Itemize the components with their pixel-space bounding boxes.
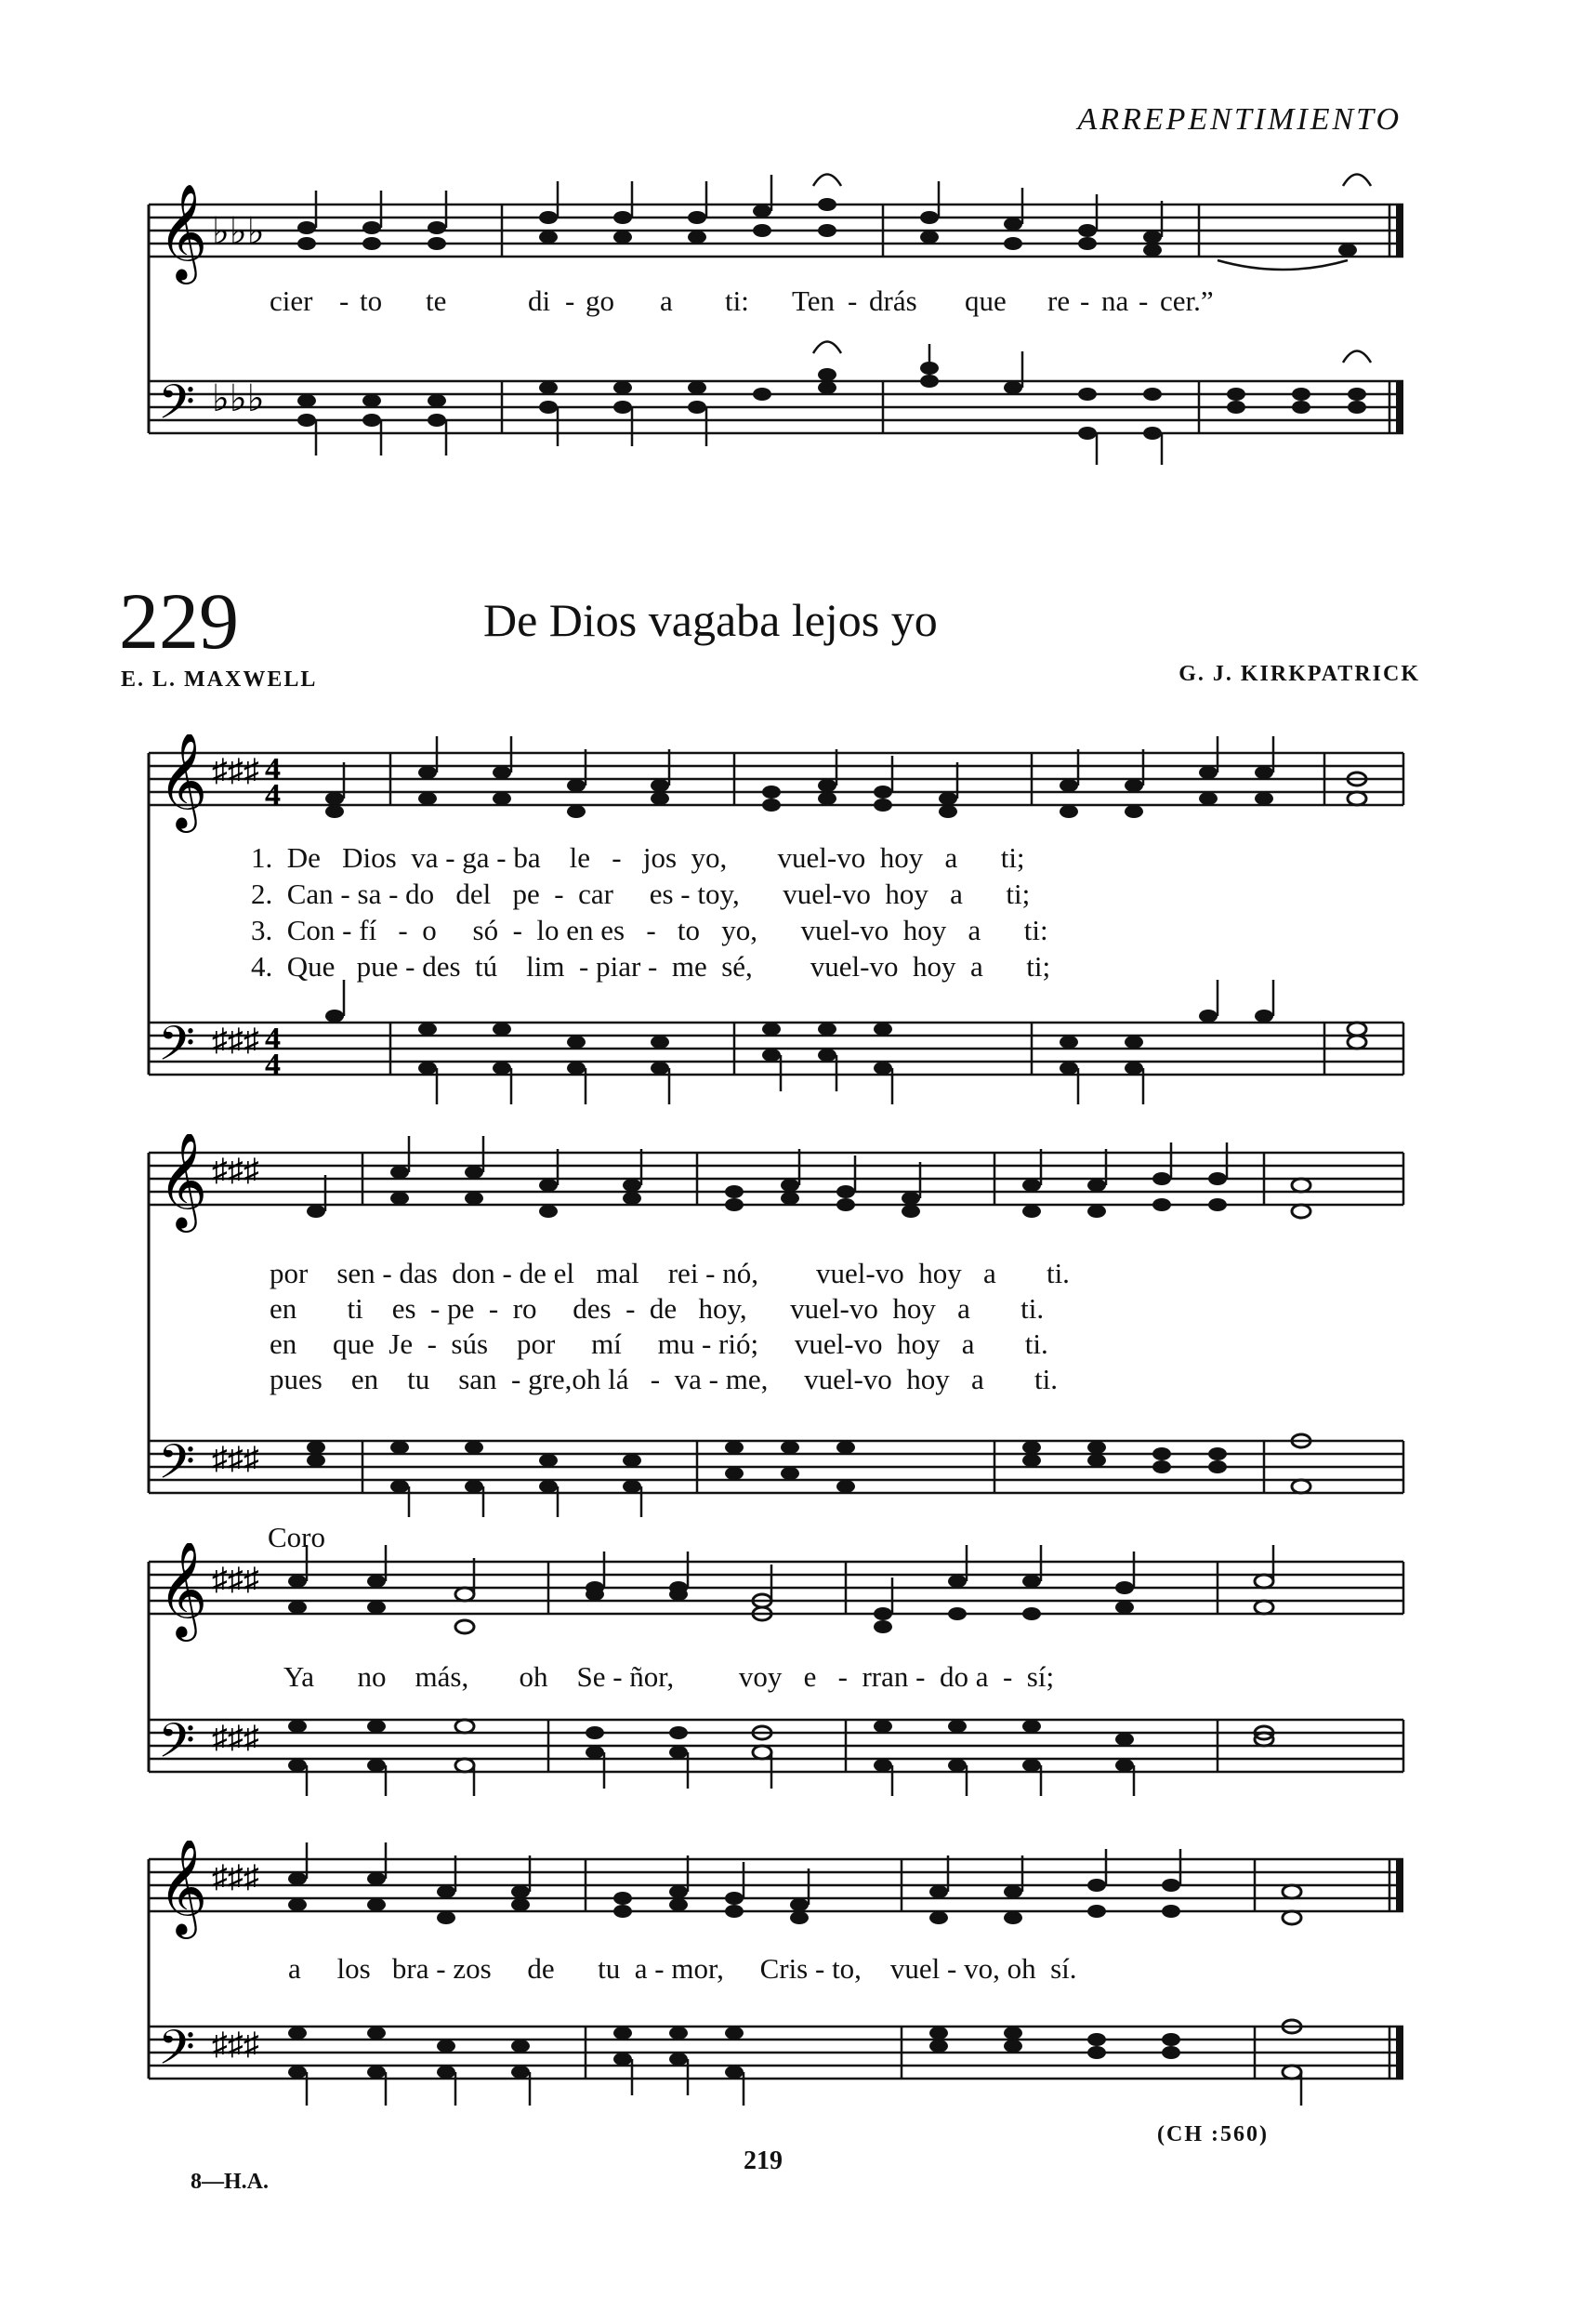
chorus-line-1: Ya no más, oh Se - ñor, voy e - rran - do a - sí;: [283, 1660, 1055, 1693]
source-reference: (CH :560): [1157, 2122, 1269, 2146]
previous-hymn-lyrics: cier - to te di - go a ti: Ten - drás que re - na - cer.”: [270, 284, 1214, 317]
composer-credit: G. J. KIRKPATRICK: [1178, 662, 1420, 686]
svg-text:𝄢: 𝄢: [158, 1437, 195, 1500]
hymn-title: De Dios vagaba lejos yo: [483, 594, 938, 646]
svg-text:𝄢: 𝄢: [158, 2023, 195, 2086]
svg-text:♯♯♯: ♯♯♯: [212, 754, 259, 788]
verse-3-line-2: en que Je - sús por mí mu - rió; vuel-vo hoy a ti.: [270, 1327, 1048, 1360]
treble-clef-icon: 𝄞: [158, 187, 208, 279]
verse-4-line-1: 4. Que pue - des tú lim - piar - me sé, vuel-vo hoy a ti;: [251, 950, 1051, 983]
svg-text:♯♯♯: ♯♯♯: [212, 1860, 259, 1895]
page-number: 219: [744, 2146, 783, 2175]
section-label: ARREPENTIMIENTO: [1077, 102, 1402, 137]
svg-text:4: 4: [265, 1048, 281, 1082]
svg-text:4: 4: [265, 752, 281, 786]
svg-text:𝄞: 𝄞: [158, 1842, 208, 1934]
svg-text:𝄢: 𝄢: [158, 1716, 195, 1779]
svg-text:4: 4: [265, 778, 281, 812]
verse-2-line-1: 2. Can - sa - do del pe - car es - toy, vuel-vo hoy a ti;: [251, 878, 1031, 910]
verse-4-line-2: pues en tu san - gre,oh lá - va - me, vuel-vo hoy a ti.: [270, 1363, 1059, 1395]
svg-text:𝄞: 𝄞: [158, 735, 208, 827]
verse-1-line-1: 1. De Dios va - ga - ba le - jos yo, vuel-vo hoy a ti;: [251, 841, 1025, 874]
verse-2-line-2: en ti es - pe - ro des - de hoy, vuel-vo hoy a ti.: [270, 1292, 1045, 1325]
svg-text:♯♯♯: ♯♯♯: [212, 1023, 259, 1058]
svg-text:𝄞: 𝄞: [158, 1135, 208, 1227]
svg-text:♭♭♭: ♭♭♭: [212, 210, 265, 252]
chorus-line-2: a los bra - zos de tu a - mor, Cris - to, vuel - vo, oh sí.: [288, 1952, 1077, 1985]
svg-text:♯♯♯: ♯♯♯: [212, 2027, 259, 2062]
verse-3-line-1: 3. Con - fí - o só - lo en es - to yo, vuel-vo hoy a ti:: [251, 914, 1048, 946]
svg-text:♭♭♭: ♭♭♭: [212, 377, 265, 419]
lyricist-credit: E. L. MAXWELL: [121, 667, 318, 692]
svg-text:4: 4: [265, 1022, 281, 1056]
bass-clef-icon: 𝄢: [158, 377, 195, 441]
chorus-label: Coro: [268, 1521, 325, 1553]
svg-text:♯♯♯: ♯♯♯: [212, 1563, 259, 1597]
svg-text:𝄞: 𝄞: [158, 1544, 208, 1636]
svg-text:♯♯♯: ♯♯♯: [212, 1721, 259, 1755]
book-abbreviation: 8—H.A.: [191, 2170, 269, 2194]
verse-1-line-2: por sen - das don - de el mal rei - nó, vuel-vo hoy a ti.: [270, 1257, 1070, 1289]
svg-text:♯♯♯: ♯♯♯: [212, 1154, 259, 1188]
svg-text:♯♯♯: ♯♯♯: [212, 1442, 259, 1476]
hymn-number: 229: [119, 576, 239, 666]
svg-text:𝄢: 𝄢: [158, 1019, 195, 1082]
